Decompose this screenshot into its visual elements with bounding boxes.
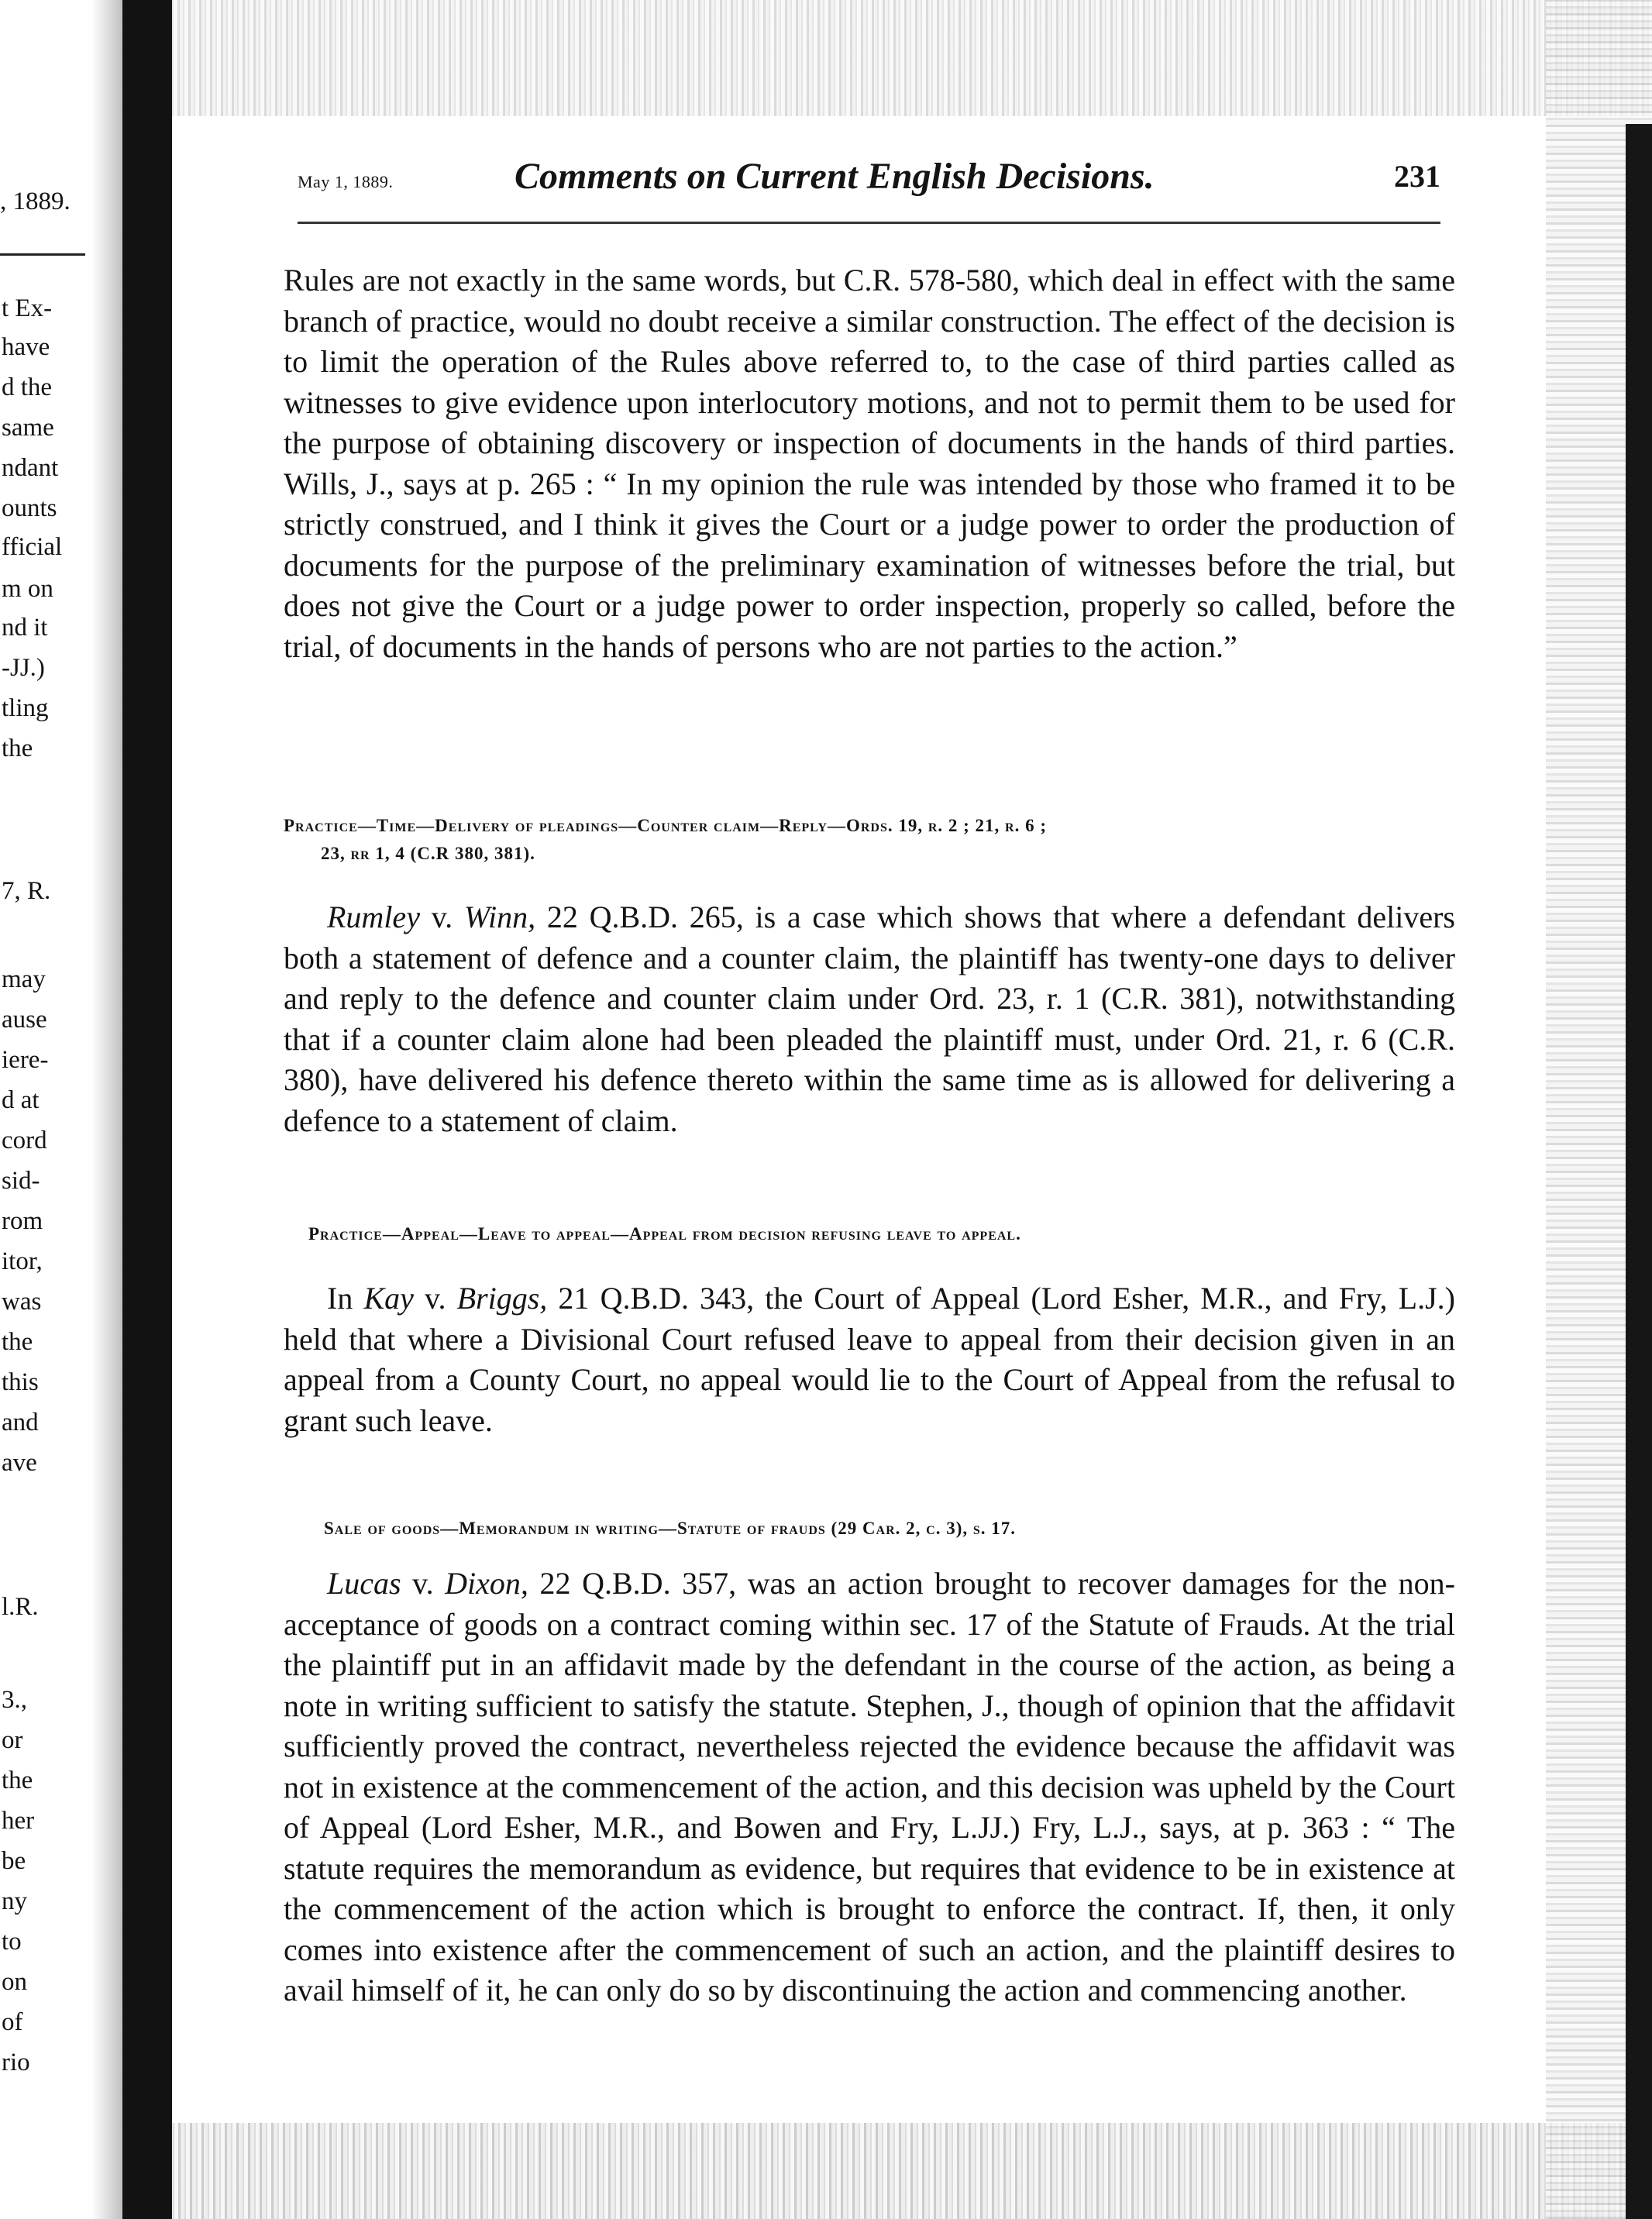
facing-page-line: the	[2, 1328, 33, 1356]
heading-line: 23, rr 1, 4 (C.R 380, 381).	[321, 844, 535, 863]
facing-page-line: 3.,	[2, 1686, 27, 1714]
case-versus: v.	[413, 1281, 457, 1316]
paragraph-text	[284, 1564, 1455, 2011]
facing-page-line: ounts	[2, 494, 57, 522]
facing-page-line: may	[2, 965, 46, 993]
facing-page-line: ny	[2, 1887, 27, 1915]
facing-page-line: iere-	[2, 1046, 49, 1074]
case-party: Lucas	[327, 1566, 401, 1601]
section-heading-sale-of-goods	[324, 1515, 1016, 1543]
case-party: Kay	[363, 1281, 414, 1316]
facing-page-line: m on	[2, 575, 53, 603]
facing-page-line: her	[2, 1807, 35, 1835]
page-number: 231	[1394, 159, 1440, 194]
facing-page-line: 7, R.	[2, 877, 51, 905]
paragraph-text: Rules are not exactly in the same words, but C.R. 578-580, which deal in effect with the same branch of practice, would no doubt receive a similar construction. The effect of the decision is to limit the operation of the Rules above referred to, to the case of third parties called as witnesses to give evidence upon interlocutory motions, and not to permit them to be used for the purpose of obtaining discovery or inspection of documents in the hands of third parties. Wills, J., says at p. 265 : “ In my opinion the rule was intended by those who framed it to be strictly construed, and I think it gives the Court or a judge power to order the production of documents for the purpose of the preliminary examination of witnesses before the trial, but does not give the Court or a judge power to order inspection, properly so called, before the trial, of documents in the hands of persons who are not parties to the action.”	[284, 263, 1455, 664]
facing-page-line: the	[2, 1767, 33, 1794]
facing-page-line: be	[2, 1847, 26, 1875]
facing-page-line: the	[2, 735, 33, 762]
case-paragraph-rumley-v-winn	[284, 897, 1455, 1141]
facing-page-line: to	[2, 1928, 22, 1956]
heading-line: Sale of goods—Memorandum in writing—Statute of frauds (29 Car. 2, c. 3), s. 17.	[324, 1519, 1017, 1538]
header-rule	[298, 222, 1440, 224]
facing-page-line: t Ex-	[2, 294, 53, 322]
facing-page-line: and	[2, 1409, 39, 1436]
scan-noise-top	[167, 0, 1652, 116]
case-paragraph-kay-v-briggs	[284, 1278, 1455, 1441]
paragraph-body: 21 Q.B.D. 343, the Court of Appeal (Lord Esher, M.R., and Fry, L.J.) held that where a Divisional Court refused leave to appeal from their decision given in an appeal from a County Court, no appeal would lie to the Court of Appeal from the refusal to grant such leave.	[284, 1281, 1455, 1438]
paragraph-body: 22 Q.B.D. 357, was an action brought to recover damages for the non-acceptance of goods on a contract coming within sec. 17 of the Statute of Frauds. At the trial the plaintiff put in an affidavit made by the defendant in the course of the action, as being a note in writing sufficient to satisfy the statute. Stephen, J., though of opinion that the affidavit sufficiently proved the contract, nevertheless rejected the evidence because the affidavit was not in existence at the commencement of the action, and this decision was upheld by the Court of Appeal (Lord Esher, M.R., and Bowen and Fry, L.JJ.) Fry, L.J., says, at p. 363 : “ The statute requires the memorandum as evidence, but requires that evidence to be in existence at the commencement of the action which is brought to enforce the contract. If, then, it only comes into existence after the commencement of such an action, and the plaintiff desires to avail himself of it, he can only do so by discontinuing the action and commencing another.	[284, 1566, 1455, 2007]
section-heading-practice-appeal	[308, 1220, 1021, 1248]
case-party: Rumley	[327, 900, 420, 934]
case-party: Winn,	[463, 900, 536, 934]
case-versus: v.	[401, 1566, 446, 1601]
paragraph-text	[284, 897, 1455, 1141]
facing-page-line: fficial	[2, 533, 63, 561]
facing-page-line: -JJ.)	[2, 654, 45, 682]
case-party: Briggs,	[456, 1281, 548, 1316]
scan-noise-bottom	[167, 2123, 1652, 2219]
facing-page-fragment	[0, 0, 116, 2219]
heading-line: Practice—Appeal—Leave to appeal—Appeal from decision refusing leave to appeal.	[308, 1224, 1021, 1244]
heading-line: Practice—Time—Delivery of pleadings—Counter claim—Reply—Ords. 19, r. 2 ; 21, r. 6 ;	[284, 816, 1048, 835]
running-title: Comments on Current English Decisions.	[515, 156, 1155, 197]
facing-page-line: or	[2, 1726, 23, 1754]
facing-page-line: tling	[2, 694, 49, 722]
facing-page-line: ndant	[2, 454, 59, 482]
facing-page-line: of	[2, 2008, 23, 2036]
case-paragraph-lucas-v-dixon	[284, 1564, 1455, 2011]
facing-page-line: sid-	[2, 1167, 40, 1195]
book-spine	[122, 0, 172, 2219]
facing-page-line: d at	[2, 1086, 40, 1114]
facing-page-line: cord	[2, 1127, 47, 1154]
facing-page-line: rio	[2, 2049, 30, 2076]
paragraph-lead: In	[327, 1281, 364, 1316]
paragraph-body: 22 Q.B.D. 265, is a case which shows that where a defendant delivers both a statement of defence and a counter claim, the plaintiff has twenty-one days to deliver and reply to the defence and counter claim under Ord. 23, r. 1 (C.R. 381), notwithstanding that if a counter claim alone had been pleaded the plaintiff must, under Ord. 21, r. 6 (C.R. 380), have delivered his defence thereto within the same time as is allowed for delivering a defence to a statement of claim.	[284, 900, 1455, 1138]
facing-page-line: , 1889.	[0, 187, 71, 215]
facing-page-line: d the	[2, 373, 53, 401]
section-heading-practice-time	[284, 812, 1047, 868]
case-party: Dixon,	[445, 1566, 528, 1601]
facing-page-rule	[0, 253, 85, 256]
page-header	[298, 155, 1440, 201]
facing-page-line: itor,	[2, 1247, 43, 1275]
facing-page-line: same	[2, 414, 54, 442]
paragraph-text	[284, 1278, 1455, 1441]
facing-page-line: ave	[2, 1449, 37, 1477]
case-versus: v.	[419, 900, 464, 934]
facing-page-line: have	[2, 333, 50, 361]
facing-page-line: this	[2, 1368, 39, 1396]
page-edge-right	[1626, 124, 1652, 2219]
facing-page-line: nd it	[2, 614, 48, 642]
facing-page-line: was	[2, 1288, 42, 1316]
facing-page-line: l.R.	[2, 1593, 39, 1621]
facing-page-line: rom	[2, 1207, 43, 1235]
facing-page-line: on	[2, 1968, 27, 1996]
issue-date: May 1, 1889.	[298, 172, 394, 191]
facing-page-line: ause	[2, 1006, 47, 1034]
continued-paragraph	[284, 260, 1455, 667]
